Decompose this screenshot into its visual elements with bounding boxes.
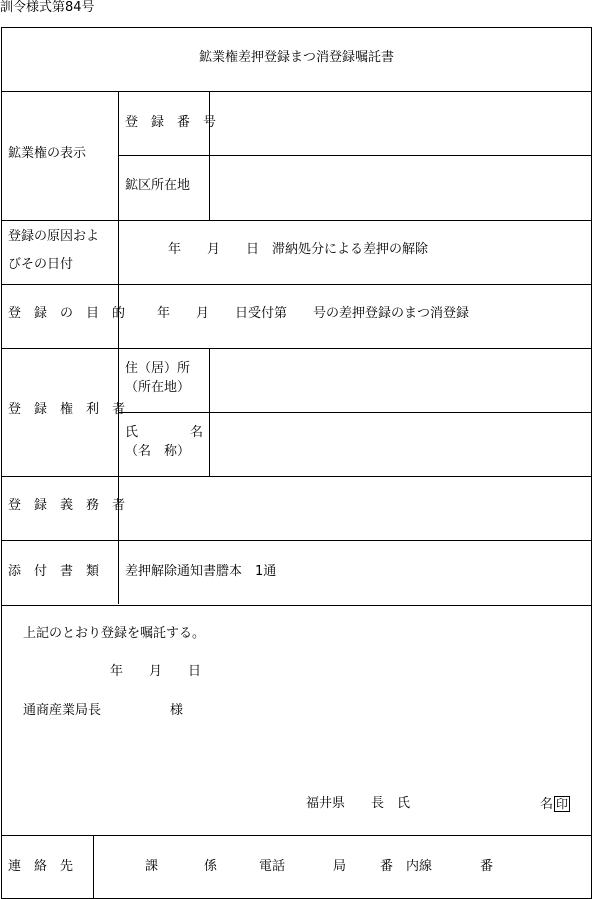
row-divider (118, 155, 591, 156)
row-divider (2, 284, 591, 285)
statement-date: 年 月 日 (110, 664, 202, 679)
name-label-line1-end: 名 (190, 425, 204, 440)
attachments-value: 差押解除通知書謄本 1通 (125, 564, 277, 579)
purpose-label: 登 録 の 目 的 (8, 306, 126, 321)
row-divider (2, 91, 591, 92)
obligor-label: 登 録 義 務 者 (8, 498, 126, 513)
address-label-line2: （所在地） (125, 380, 191, 395)
issuer: 福井県 長 氏 (306, 796, 411, 811)
row-divider (2, 835, 591, 836)
row-divider (2, 348, 591, 349)
contact-extension-number: 番 (480, 859, 494, 874)
mine-location-label: 鉱区所在地 (125, 178, 191, 193)
purpose-value: 年 月 日受付第 号の差押登録のまつ消登録 (157, 306, 470, 321)
row-divider (2, 220, 591, 221)
addressee-honorific: 様 (170, 703, 184, 718)
address-label-line1: 住（居）所 (125, 361, 191, 376)
name-suffix: 名 (540, 797, 554, 812)
mine-location-value (218, 178, 578, 194)
seal-mark: 印 (556, 797, 569, 811)
column-divider (209, 348, 210, 476)
contact-number: 番 (380, 859, 394, 874)
contact-extension: 内線 (406, 859, 433, 874)
row-divider (118, 412, 591, 413)
name-label-line1: 氏 (125, 425, 139, 440)
contact-section: 課 (145, 859, 159, 874)
row-divider (2, 540, 591, 541)
cause-label-line2: びその日付 (8, 257, 74, 272)
name-label-line2: （名 称） (125, 444, 191, 459)
issuer-name-suffix (540, 796, 570, 813)
row-divider (2, 605, 591, 606)
attachments-label: 添 付 書 類 (8, 564, 100, 579)
addressee: 通商産業局長 (23, 703, 102, 718)
column-divider (118, 91, 119, 604)
column-divider (209, 91, 210, 220)
contact-phone: 電話 (259, 859, 286, 874)
registration-number-label: 登 録 番 号 (125, 115, 217, 130)
contact-subsection: 係 (204, 859, 218, 874)
column-divider (93, 835, 94, 898)
contact-label: 連 絡 先 (8, 859, 74, 874)
form-number: 訓令様式第84号 (0, 0, 95, 15)
row-divider (2, 476, 591, 477)
cause-value: 年 月 日 滞納処分による差押の解除 (168, 242, 429, 257)
statement-text: 上記のとおり登録を嘱託する。 (23, 626, 206, 641)
document-title: 鉱業権差押登録まつ消登録嘱託書 (198, 50, 394, 65)
form-frame (1, 27, 592, 899)
right-holder-label: 登 録 権 利 者 (8, 402, 126, 417)
registration-number-value (218, 115, 578, 131)
mining-right-label: 鉱業権の表示 (8, 146, 87, 161)
cause-label-line1: 登録の原因およ (8, 229, 100, 244)
contact-office: 局 (333, 859, 347, 874)
